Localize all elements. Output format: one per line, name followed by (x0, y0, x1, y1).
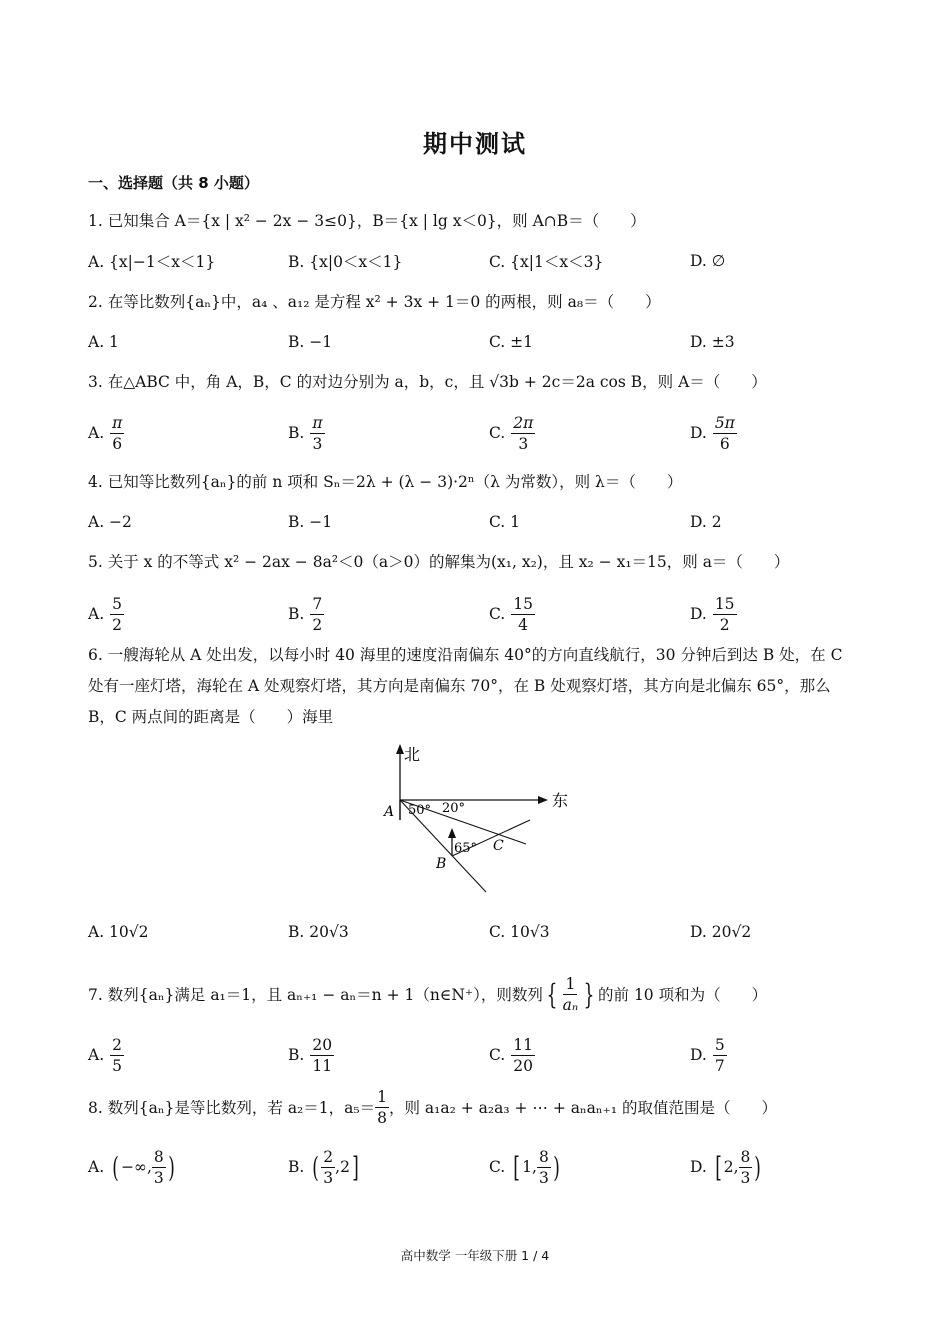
question-2-options (88, 317, 888, 367)
interval-open: ( (312, 1150, 320, 1184)
fraction-numerator: π (312, 413, 323, 432)
fraction-numerator: 2π (513, 413, 534, 432)
interval-prefix: −∞, (121, 1158, 152, 1176)
q8-option-d-label: D. (690, 1158, 707, 1176)
q3-option-d-label: D. (690, 424, 707, 442)
page-title: 期中测试 (423, 130, 527, 158)
q3-option-b-fraction (310, 413, 324, 454)
fraction-denominator: 3 (740, 1168, 751, 1187)
interval-prefix: 1, (522, 1158, 537, 1176)
q7-option-a-label: A. (88, 1046, 105, 1064)
question-2-stem: 2. 在等比数列{aₙ}中，a₄ 、a₁₂ 是方程 x² + 3x + 1＝0 的两根，则 a₈＝（ ） (88, 293, 661, 311)
fraction-denominator: 11 (312, 1056, 333, 1075)
fraction-numerator: 2 (112, 1035, 122, 1054)
q7-option-c-label: C. (489, 1046, 506, 1064)
question-3-stem: 3. 在△ABC 中，角 A，B，C 的对边分别为 a，b，c，且 √3b + 2c＝2a cos B，则 A＝（ ） (88, 373, 767, 391)
fraction-denominator: 2 (719, 615, 730, 634)
navigation-diagram (370, 740, 580, 900)
north-arrowhead (396, 744, 404, 754)
q6-line-3: B，C 两点间的距离是（ ）海里 (88, 708, 334, 726)
q7-option-d-label: D. (690, 1046, 707, 1064)
q3-option-b-label: B. (288, 424, 305, 442)
q2-option-a[interactable]: A. 1 (88, 333, 119, 351)
interval-close: ) (167, 1150, 175, 1184)
q8-stem-end: ，则 a₁a₂ + a₂a₃ + ⋯ + aₙaₙ₊₁ 的取值范围是（ ） (388, 1099, 777, 1117)
q8-option-d[interactable] (690, 1142, 763, 1192)
interval-fraction (152, 1147, 166, 1188)
q7-right-brace: } (583, 977, 595, 1011)
q4-option-d[interactable]: D. 2 (690, 513, 722, 531)
q4-option-c[interactable]: C. 1 (489, 513, 521, 531)
q3-option-a-label: A. (88, 424, 105, 442)
q1-option-a[interactable]: A. {x|−1＜x＜1} (88, 253, 216, 271)
q6-option-c[interactable]: C. 10√3 (489, 923, 550, 941)
east-label: 东 (552, 791, 569, 810)
q5-option-c[interactable] (489, 589, 535, 639)
q2-option-c[interactable]: C. ±1 (489, 333, 534, 351)
question-7-stem (88, 968, 888, 1020)
q2-option-d[interactable]: D. ±3 (690, 333, 735, 351)
question-6-options (88, 907, 888, 957)
fraction-numerator: 5 (112, 594, 122, 613)
fraction-numerator: 1 (377, 1087, 387, 1106)
fraction-numerator: π (112, 413, 123, 432)
q3-option-a[interactable] (88, 408, 124, 458)
q3-option-c-fraction (511, 413, 535, 454)
q7-option-a-fraction (110, 1035, 124, 1076)
q7-option-d-fraction (713, 1035, 727, 1076)
q5-option-a[interactable] (88, 589, 124, 639)
question-8-stem (88, 1082, 888, 1132)
interval-prefix: 2, (723, 1158, 739, 1176)
fraction-numerator: 7 (312, 594, 323, 613)
q5-option-a-label: A. (88, 605, 105, 623)
point-c-label: C (493, 838, 504, 854)
q7-option-d[interactable] (690, 1030, 727, 1080)
question-5-stem: 5. 关于 x 的不等式 x² − 2ax − 8a²＜0（a＞0）的解集为(x₁, x₂)，且 x₂ − x₁＝15，则 a＝（ ） (88, 553, 790, 571)
fraction-numerator: 5 (714, 1035, 725, 1054)
fraction-denominator: 6 (112, 434, 123, 453)
question-1-options (88, 236, 888, 286)
interval-open: [ (513, 1150, 520, 1184)
q1-option-d[interactable]: D. ∅ (690, 252, 726, 270)
fraction-denominator: 8 (377, 1108, 387, 1127)
q7-option-b-fraction (310, 1035, 334, 1076)
interval-fraction (537, 1147, 551, 1188)
interval-close: ] (352, 1150, 359, 1184)
fraction-denominator: 5 (112, 1056, 122, 1075)
fraction-numerator: 15 (714, 594, 735, 613)
q5-option-b-label: B. (288, 605, 305, 623)
q5-option-d[interactable] (690, 589, 737, 639)
fraction-numerator: 1 (565, 974, 576, 993)
fraction-denominator: 3 (518, 434, 529, 453)
question-6-stem (88, 640, 878, 733)
q7-option-b-label: B. (288, 1046, 305, 1064)
q7-option-b[interactable] (288, 1030, 334, 1080)
q8-stem-start: 8. 数列{aₙ}是等比数列，若 a₂＝1，a₅＝ (88, 1099, 376, 1117)
q7-option-a[interactable] (88, 1030, 124, 1080)
angle-50-label: 50° (408, 803, 432, 818)
q7-left-brace: { (546, 977, 558, 1011)
angle-65-label: 65° (454, 841, 478, 856)
q4-option-a[interactable]: A. −2 (88, 513, 132, 531)
q6-option-b[interactable]: B. 20√3 (288, 923, 349, 941)
q1-option-c[interactable]: C. {x|1＜x＜3} (489, 253, 604, 271)
interval-fraction (321, 1147, 335, 1188)
q6-option-d[interactable]: D. 20√2 (690, 923, 752, 941)
question-4-options (88, 497, 888, 547)
point-b-label: B (436, 856, 447, 872)
interval-close: ) (754, 1150, 762, 1184)
q6-line-1: 6. 一艘海轮从 A 处出发，以每小时 40 海里的速度沿南偏东 40°的方向直线航行，30 分钟后到达 B 处，在 C (88, 646, 843, 664)
q5-option-c-fraction (511, 594, 535, 635)
q7-stem-end: 的前 10 项和为（ ） (598, 986, 768, 1004)
question-8-options (88, 1142, 888, 1192)
fraction-numerator: 15 (513, 594, 533, 613)
question-5-options (88, 589, 888, 639)
fraction-numerator: 8 (740, 1147, 751, 1166)
q5-option-d-label: D. (690, 605, 707, 623)
q5-option-a-fraction (110, 594, 124, 635)
q8-option-b[interactable] (288, 1142, 361, 1192)
section-heading: 一、选择题（共 8 小题） (88, 174, 259, 192)
q6-line-2: 处有一座灯塔，海轮在 A 处观察灯塔，其方向是南偏东 70°，在 B 处观察灯塔，其方向是北偏东 65°，那么 (88, 677, 831, 695)
q3-option-d-fraction (713, 413, 737, 454)
q5-option-c-label: C. (489, 605, 506, 623)
interval-suffix: ,2 (335, 1158, 350, 1176)
q7-option-c-fraction (511, 1035, 535, 1076)
q8-option-a-label: A. (88, 1158, 105, 1176)
question-4-stem: 4. 已知等比数列{aₙ}的前 n 项和 Sₙ＝2λ + (λ − 3)·2ⁿ（λ 为常数），则 λ＝（ ） (88, 473, 683, 491)
fraction-numerator: 2 (323, 1147, 334, 1166)
question-3-options (88, 408, 888, 458)
fraction-denominator: 3 (312, 434, 323, 453)
fraction-denominator: 6 (719, 434, 730, 453)
q6-option-a[interactable]: A. 10√2 (88, 923, 149, 941)
interval-fraction (739, 1147, 753, 1188)
b-north-arrowhead (448, 828, 456, 838)
fraction-denominator: 2 (312, 615, 323, 634)
question-7-options (88, 1030, 888, 1080)
q3-option-b[interactable] (288, 408, 325, 458)
q3-option-d[interactable] (690, 408, 737, 458)
fraction-numerator: 20 (312, 1035, 333, 1054)
point-a-label: A (384, 804, 395, 820)
fraction-numerator: 8 (153, 1147, 164, 1166)
question-1-stem: 1. 已知集合 A＝{x | x² − 2x − 3≤0}，B＝{x | lg x＜0}，则 A∩B＝（ ） (88, 212, 646, 230)
q7-stem-fraction (561, 974, 581, 1015)
interval-open: ( (112, 1150, 119, 1184)
q8-option-c[interactable] (489, 1142, 562, 1192)
q7-stem-start: 7. 数列{aₙ}满足 a₁＝1，且 aₙ₊₁ − aₙ＝n + 1（n∈N⁺），则数列 (88, 986, 543, 1004)
fraction-denominator: 3 (153, 1168, 164, 1187)
interval-close: ) (553, 1150, 560, 1184)
q3-option-a-fraction (110, 413, 124, 454)
angle-20-label: 20° (442, 801, 466, 816)
q8-stem-fraction (375, 1087, 389, 1128)
fraction-denominator: 7 (714, 1056, 725, 1075)
interval-open: [ (715, 1150, 722, 1184)
fraction-denominator: 20 (513, 1056, 533, 1075)
q8-option-a[interactable] (88, 1142, 177, 1192)
q5-option-b-fraction (310, 594, 324, 635)
fraction-numerator: 11 (513, 1035, 533, 1054)
page-footer: 高中数学 一年级下册 1 / 4 (400, 1248, 550, 1263)
fraction-denominator: 3 (323, 1168, 334, 1187)
fraction-numerator: 8 (538, 1147, 549, 1166)
q3-option-c-label: C. (489, 424, 506, 442)
q1-option-b[interactable]: B. {x|0＜x＜1} (288, 253, 403, 271)
q3-option-c[interactable] (489, 408, 535, 458)
q7-stem-row (88, 968, 767, 1020)
fraction-denominator: aₙ (562, 995, 579, 1014)
q7-option-c[interactable] (489, 1030, 535, 1080)
fraction-denominator: 2 (112, 615, 122, 634)
q5-option-b[interactable] (288, 589, 324, 639)
east-arrowhead (538, 796, 548, 804)
q4-option-b[interactable]: B. −1 (288, 513, 333, 531)
north-label: 北 (404, 745, 421, 764)
q8-stem-row (88, 1082, 777, 1132)
q8-option-c-label: C. (489, 1158, 506, 1176)
q2-option-b[interactable]: B. −1 (288, 333, 333, 351)
fraction-numerator: 5π (714, 413, 735, 432)
fraction-denominator: 4 (518, 615, 529, 634)
q8-option-b-label: B. (288, 1158, 305, 1176)
fraction-denominator: 3 (538, 1168, 549, 1187)
q5-option-d-fraction (713, 594, 737, 635)
